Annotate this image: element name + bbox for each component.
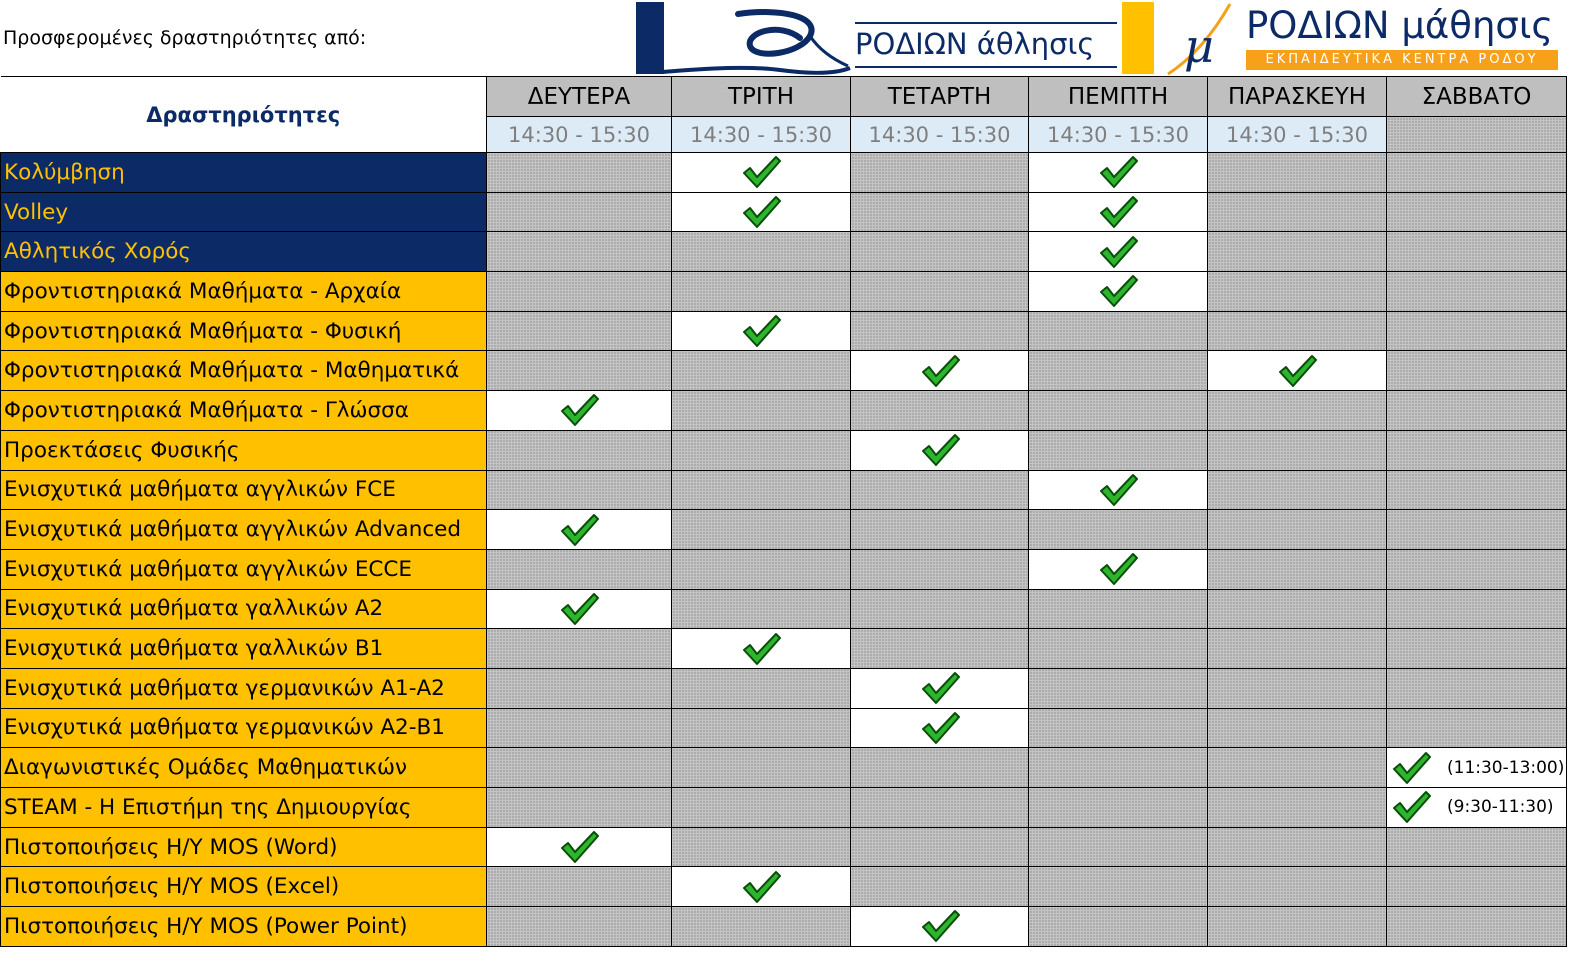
activity-label: Φροντιστηριακά Μαθήματα - Φυσική	[1, 311, 487, 351]
unavailable-cell	[672, 907, 851, 947]
checkmark-icon	[920, 671, 960, 705]
unavailable-cell	[1208, 668, 1387, 708]
unavailable-cell	[672, 589, 851, 629]
checkmark-icon	[920, 909, 960, 943]
unavailable-cell	[1387, 907, 1567, 947]
table-row	[1, 153, 1567, 193]
unavailable-cell	[1029, 589, 1208, 629]
checkmark-icon	[920, 711, 960, 745]
checkmark-icon	[1098, 155, 1138, 189]
unavailable-cell	[487, 192, 672, 232]
time-slot: 14:30 - 15:30	[1208, 117, 1387, 153]
checkmark-icon	[559, 592, 599, 626]
activity-label: Ενισχυτικά μαθήματα αγγλικών FCE	[1, 470, 487, 510]
unavailable-cell	[487, 748, 672, 788]
scheduled-cell	[1387, 748, 1567, 788]
unavailable-cell	[1387, 629, 1567, 669]
unavailable-cell	[487, 629, 672, 669]
checkmark-icon	[1098, 552, 1138, 586]
activity-label: Πιστοποιήσεις Η/Υ MOS (Power Point)	[1, 907, 487, 947]
unavailable-cell	[672, 788, 851, 828]
day-header-row	[1, 77, 1567, 117]
unavailable-cell	[1387, 867, 1567, 907]
unavailable-cell	[487, 153, 672, 193]
scheduled-cell	[851, 430, 1029, 470]
scheduled-cell	[1029, 470, 1208, 510]
checkmark-icon	[559, 393, 599, 427]
table-row	[1, 510, 1567, 550]
unavailable-cell	[1387, 391, 1567, 431]
unavailable-cell	[1387, 708, 1567, 748]
unavailable-cell	[851, 827, 1029, 867]
athlisis-swoosh-icon	[660, 8, 855, 76]
mathisis-logo-text: ΡΟΔΙΩΝ μάθησις	[1246, 4, 1554, 47]
table-row	[1, 907, 1567, 947]
unavailable-cell	[487, 430, 672, 470]
time-slot: 14:30 - 15:30	[672, 117, 851, 153]
mathisis-mu-icon	[1160, 2, 1244, 76]
scheduled-cell	[851, 907, 1029, 947]
scheduled-cell	[672, 311, 851, 351]
unavailable-cell	[1029, 629, 1208, 669]
checkmark-icon	[559, 513, 599, 547]
unavailable-cell	[672, 748, 851, 788]
time-note: (11:30-13:00)	[1447, 757, 1565, 778]
time-slot	[1387, 117, 1567, 153]
unavailable-cell	[1387, 153, 1567, 193]
activity-label: Πιστοποιήσεις Η/Υ MOS (Excel)	[1, 867, 487, 907]
table-row	[1, 430, 1567, 470]
unavailable-cell	[672, 827, 851, 867]
checkmark-icon	[1391, 790, 1431, 824]
unavailable-cell	[1029, 827, 1208, 867]
unavailable-cell	[487, 470, 672, 510]
unavailable-cell	[672, 272, 851, 312]
checkmark-icon	[1391, 751, 1431, 785]
checkmark-icon	[920, 433, 960, 467]
table-row	[1, 272, 1567, 312]
time-slot: 14:30 - 15:30	[487, 117, 672, 153]
unavailable-cell	[1387, 668, 1567, 708]
activity-label: Φροντιστηριακά Μαθήματα - Μαθηματικά	[1, 351, 487, 391]
table-row	[1, 629, 1567, 669]
page-header	[0, 0, 1578, 77]
unavailable-cell	[851, 192, 1029, 232]
unavailable-cell	[1208, 391, 1387, 431]
scheduled-cell	[487, 827, 672, 867]
time-slot: 14:30 - 15:30	[1029, 117, 1208, 153]
scheduled-cell	[487, 510, 672, 550]
unavailable-cell	[851, 391, 1029, 431]
activity-label: Φροντιστηριακά Μαθήματα - Γλώσσα	[1, 391, 487, 431]
svg-text:μ: μ	[1184, 19, 1214, 73]
unavailable-cell	[1387, 827, 1567, 867]
scheduled-cell	[672, 192, 851, 232]
table-row	[1, 589, 1567, 629]
checkmark-icon	[1098, 473, 1138, 507]
scheduled-cell	[1029, 153, 1208, 193]
checkmark-icon	[741, 314, 781, 348]
unavailable-cell	[487, 351, 672, 391]
unavailable-cell	[1029, 510, 1208, 550]
scheduled-cell	[672, 153, 851, 193]
time-note: (9:30-11:30)	[1447, 797, 1554, 818]
unavailable-cell	[1029, 351, 1208, 391]
unavailable-cell	[1029, 867, 1208, 907]
unavailable-cell	[1208, 470, 1387, 510]
unavailable-cell	[1208, 589, 1387, 629]
unavailable-cell	[1029, 430, 1208, 470]
time-slot: 14:30 - 15:30	[851, 117, 1029, 153]
table-row	[1, 470, 1567, 510]
checkmark-icon	[1277, 354, 1317, 388]
table-row	[1, 827, 1567, 867]
day-header: ΤΡΙΤΗ	[672, 77, 851, 117]
activity-label: STEAM - Η Επιστήμη της Δημιουργίας	[1, 788, 487, 828]
unavailable-cell	[1029, 708, 1208, 748]
table-row	[1, 351, 1567, 391]
unavailable-cell	[851, 232, 1029, 272]
unavailable-cell	[1208, 788, 1387, 828]
unavailable-cell	[1208, 430, 1387, 470]
unavailable-cell	[487, 668, 672, 708]
unavailable-cell	[672, 549, 851, 589]
day-header: ΔΕΥΤΕΡΑ	[487, 77, 672, 117]
activity-label: Προεκτάσεις Φυσικής	[1, 430, 487, 470]
mathisis-logo-subtitle: ΕΚΠΑΙΔΕΥΤΙΚΑ ΚΕΝΤΡΑ ΡΟΔΟΥ	[1246, 50, 1558, 70]
day-header: ΠΑΡΑΣΚΕΥΗ	[1208, 77, 1387, 117]
scheduled-cell	[1029, 192, 1208, 232]
unavailable-cell	[851, 629, 1029, 669]
unavailable-cell	[1387, 549, 1567, 589]
unavailable-cell	[1387, 510, 1567, 550]
checkmark-icon	[741, 155, 781, 189]
unavailable-cell	[1387, 430, 1567, 470]
activity-label: Ενισχυτικά μαθήματα αγγλικών ECCE	[1, 549, 487, 589]
unavailable-cell	[1208, 311, 1387, 351]
unavailable-cell	[1208, 827, 1387, 867]
table-row	[1, 788, 1567, 828]
day-header: ΠΕΜΠΤΗ	[1029, 77, 1208, 117]
scheduled-cell	[487, 589, 672, 629]
unavailable-cell	[672, 668, 851, 708]
scheduled-cell	[487, 391, 672, 431]
activity-label: Ενισχυτικά μαθήματα αγγλικών Advanced	[1, 510, 487, 550]
checkmark-icon	[1098, 235, 1138, 269]
unavailable-cell	[1029, 391, 1208, 431]
athlisis-logo-text: ΡΟΔΙΩΝ άθλησις	[855, 22, 1117, 68]
unavailable-cell	[487, 708, 672, 748]
unavailable-cell	[1208, 232, 1387, 272]
table-row	[1, 668, 1567, 708]
checkmark-icon	[559, 830, 599, 864]
unavailable-cell	[1208, 907, 1387, 947]
unavailable-cell	[487, 907, 672, 947]
unavailable-cell	[487, 788, 672, 828]
scheduled-cell	[851, 708, 1029, 748]
activity-label: Ενισχυτικά μαθήματα γερμανικών Α1-Α2	[1, 668, 487, 708]
activity-label: Ενισχυτικά μαθήματα γερμανικών Α2-Β1	[1, 708, 487, 748]
unavailable-cell	[851, 510, 1029, 550]
unavailable-cell	[487, 232, 672, 272]
unavailable-cell	[672, 470, 851, 510]
table-row	[1, 748, 1567, 788]
unavailable-cell	[1208, 153, 1387, 193]
scheduled-cell	[851, 351, 1029, 391]
table-row	[1, 708, 1567, 748]
unavailable-cell	[1208, 510, 1387, 550]
unavailable-cell	[672, 430, 851, 470]
unavailable-cell	[1208, 549, 1387, 589]
day-header: ΣΑΒΒΑΤΟ	[1387, 77, 1567, 117]
checkmark-icon	[741, 195, 781, 229]
unavailable-cell	[487, 311, 672, 351]
activity-label: Διαγωνιστικές Ομάδες Μαθηματικών	[1, 748, 487, 788]
unavailable-cell	[1387, 232, 1567, 272]
unavailable-cell	[672, 351, 851, 391]
table-row	[1, 867, 1567, 907]
activities-header: Δραστηριότητες	[1, 77, 487, 153]
unavailable-cell	[487, 272, 672, 312]
scheduled-cell	[851, 668, 1029, 708]
activity-label: Ενισχυτικά μαθήματα γαλλικών Α2	[1, 589, 487, 629]
unavailable-cell	[1387, 470, 1567, 510]
unavailable-cell	[1387, 589, 1567, 629]
unavailable-cell	[851, 311, 1029, 351]
unavailable-cell	[851, 549, 1029, 589]
unavailable-cell	[1029, 788, 1208, 828]
checkmark-icon	[1098, 195, 1138, 229]
unavailable-cell	[851, 470, 1029, 510]
unavailable-cell	[1387, 192, 1567, 232]
checkmark-icon	[741, 632, 781, 666]
unavailable-cell	[1387, 272, 1567, 312]
scheduled-cell	[1029, 549, 1208, 589]
unavailable-cell	[1029, 668, 1208, 708]
scheduled-cell	[1387, 788, 1567, 828]
unavailable-cell	[487, 549, 672, 589]
unavailable-cell	[851, 589, 1029, 629]
unavailable-cell	[672, 391, 851, 431]
scheduled-cell	[1029, 232, 1208, 272]
unavailable-cell	[1387, 351, 1567, 391]
table-row	[1, 311, 1567, 351]
unavailable-cell	[672, 708, 851, 748]
scheduled-cell	[672, 629, 851, 669]
scheduled-cell	[1208, 351, 1387, 391]
table-row	[1, 549, 1567, 589]
unavailable-cell	[1387, 311, 1567, 351]
unavailable-cell	[851, 867, 1029, 907]
unavailable-cell	[1029, 907, 1208, 947]
unavailable-cell	[1208, 867, 1387, 907]
activity-label: Volley	[1, 192, 487, 232]
activity-label: Ενισχυτικά μαθήματα γαλλικών Β1	[1, 629, 487, 669]
unavailable-cell	[1208, 272, 1387, 312]
unavailable-cell	[1029, 748, 1208, 788]
unavailable-cell	[1208, 748, 1387, 788]
checkmark-icon	[920, 354, 960, 388]
unavailable-cell	[1208, 708, 1387, 748]
unavailable-cell	[672, 510, 851, 550]
intro-text: Προσφερομένες δραστηριότητες από:	[3, 27, 367, 49]
checkmark-icon	[741, 870, 781, 904]
scheduled-cell	[672, 867, 851, 907]
unavailable-cell	[672, 232, 851, 272]
mathisis-logo-bar	[1122, 2, 1154, 74]
unavailable-cell	[487, 867, 672, 907]
unavailable-cell	[851, 748, 1029, 788]
schedule-table	[0, 76, 1567, 947]
table-row	[1, 192, 1567, 232]
activity-label: Αθλητικός Χορός	[1, 232, 487, 272]
unavailable-cell	[851, 272, 1029, 312]
table-row	[1, 391, 1567, 431]
table-row	[1, 232, 1567, 272]
activity-label: Πιστοποιήσεις Η/Υ MOS (Word)	[1, 827, 487, 867]
unavailable-cell	[1208, 192, 1387, 232]
checkmark-icon	[1098, 274, 1138, 308]
day-header: ΤΕΤΑΡΤΗ	[851, 77, 1029, 117]
unavailable-cell	[851, 788, 1029, 828]
scheduled-cell	[1029, 272, 1208, 312]
unavailable-cell	[1208, 629, 1387, 669]
unavailable-cell	[1029, 311, 1208, 351]
activity-label: Κολύμβηση	[1, 153, 487, 193]
unavailable-cell	[851, 153, 1029, 193]
activity-label: Φροντιστηριακά Μαθήματα - Αρχαία	[1, 272, 487, 312]
